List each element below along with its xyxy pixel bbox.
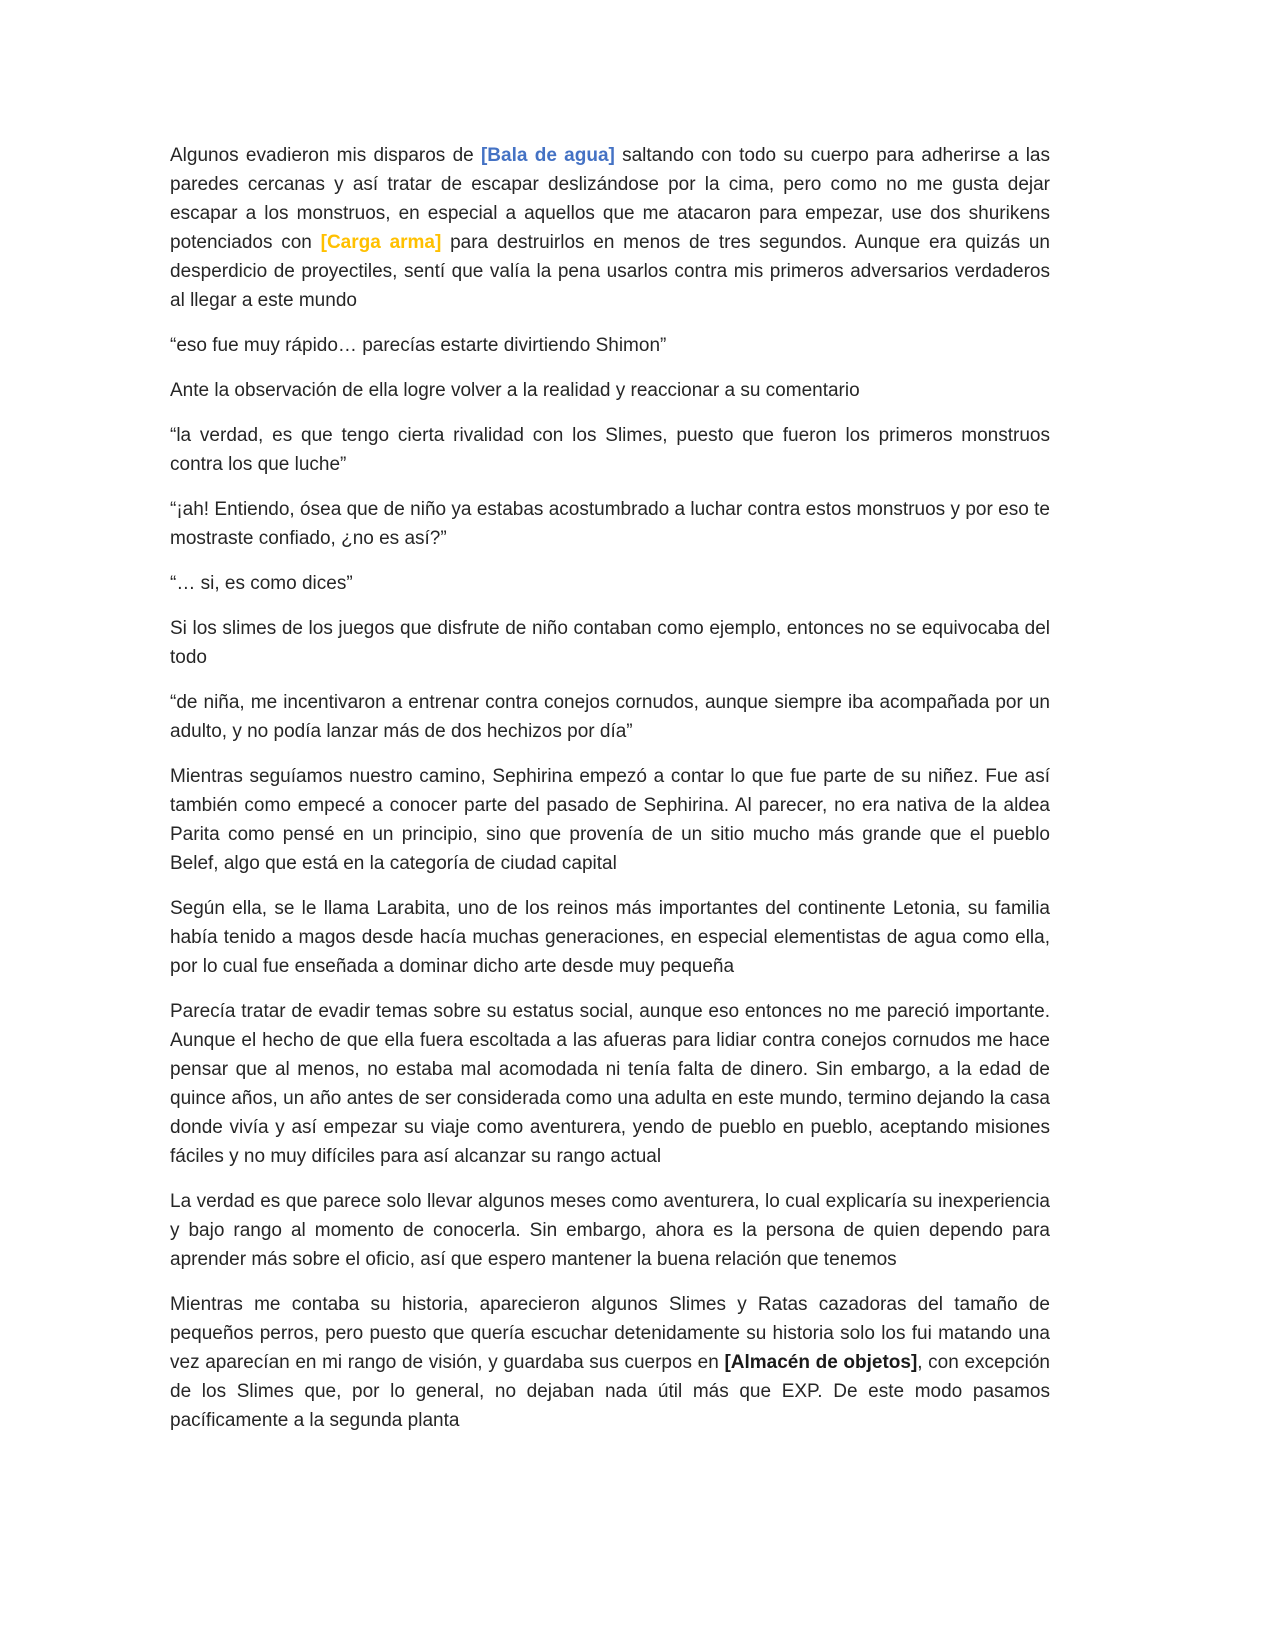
text-run: “eso fue muy rápido… parecías estarte divirtiendo Shimon” bbox=[170, 335, 667, 356]
paragraph-narration-social-status bbox=[170, 997, 1056, 1171]
text-run: Ante la observación de ella logre volver a la realidad y reaccionar a su comentario bbox=[170, 380, 860, 401]
paragraph-narration-adventurer-months bbox=[170, 1187, 1056, 1274]
text-run: Parecía tratar de evadir temas sobre su estatus social, aunque eso entonces no me pareció importante. Aunque el hecho de que ella fuera escoltada a las afueras para lidiar contra conejos cornudos me hace pensar que al menos, no estaba mal acomodada ni tenía falta de dinero. Sin embargo, a la edad de quince años, un año antes de ser considerada como una adulta en este mundo, termino dejando la casa donde vivía y así empezar su viaje como aventurera, yendo de pueblo en pueblo, aceptando misiones fáciles y no muy difíciles para así alcanzar su rango actual bbox=[170, 1001, 1056, 1167]
skill-tag-almacen-de-objetos: [Almacén de objetos] bbox=[724, 1352, 918, 1373]
text-run: “de niña, me incentivaron a entrenar contra conejos cornudos, aunque siempre iba acompañada por un adulto, y no podía lanzar más de dos hechizos por día” bbox=[170, 692, 1056, 742]
paragraph-dialogue-sephirina-3 bbox=[170, 688, 1056, 746]
text-run: para destruirlos en menos de tres segundos. Aunque era quizás un desperdicio de proyectiles, sentí que valía la pena usarlos contra mis primeros adversarios verdaderos al llegar a este mundo bbox=[170, 232, 1056, 311]
text-run: , con excepción de los Slimes que, por lo general, no dejaban nada útil más que EXP. De este modo pasamos pacíficamente a la segunda planta bbox=[170, 1352, 1056, 1431]
text-run: Algunos evadieron mis disparos de bbox=[170, 145, 481, 166]
paragraph-narration-slimes-games bbox=[170, 614, 1056, 672]
text-run: La verdad es que parece solo llevar algunos meses como aventurera, lo cual explicaría su inexperiencia y bajo rango al momento de conocerla. Sin embargo, ahora es la persona de quien dependo para aprender más sobre el oficio, así que espero mantener la buena relación que tenemos bbox=[170, 1191, 1056, 1270]
paragraph-narration-sephirina-past bbox=[170, 762, 1056, 878]
paragraph-combat-narration bbox=[170, 141, 1056, 315]
text-run: “la verdad, es que tengo cierta rivalidad con los Slimes, puesto que fueron los primeros monstruos contra los que luche” bbox=[170, 425, 1056, 475]
skill-tag-carga-arma: [Carga arma] bbox=[320, 232, 442, 253]
paragraph-dialogue-shimon-1 bbox=[170, 421, 1056, 479]
paragraph-narration-reaction bbox=[170, 376, 1050, 405]
text-run: Mientras seguíamos nuestro camino, Sephirina empezó a contar lo que fue parte de su niñez. Fue así también como empecé a conocer parte del pasado de Sephirina. Al parecer, no era nativa de la aldea Parita como pensé en un principio, sino que provenía de un sitio mucho más grande que el pueblo Belef, algo que está en la categoría de ciudad capital bbox=[170, 766, 1056, 874]
text-run: saltando con todo su cuerpo para adherirse a las paredes cercanas y así tratar de escapar deslizándose por la cima, pero como no me gusta dejar escapar a los monstruos, en especial a aquellos que me atacaron para empezar, use dos shurikens potenciados con bbox=[170, 145, 1056, 253]
text-run: Según ella, se le llama Larabita, uno de los reinos más importantes del continente Letonia, su familia había tenido a magos desde hacía muchas generaciones, en especial elementistas de agua como ella, por lo cual fue enseñada a dominar dicho arte desde muy pequeña bbox=[170, 898, 1056, 977]
paragraph-dialogue-shimon-2 bbox=[170, 569, 1050, 598]
paragraph-dialogue-sephirina-1 bbox=[170, 331, 1050, 360]
skill-tag-bala-de-agua: [Bala de agua] bbox=[480, 145, 615, 166]
text-run: “¡ah! Entiendo, ósea que de niño ya estabas acostumbrado a luchar contra estos monstruos y por eso te mostraste confiado, ¿no es así?” bbox=[170, 499, 1056, 549]
paragraph-narration-second-floor bbox=[170, 1290, 1056, 1435]
paragraph-dialogue-sephirina-2 bbox=[170, 495, 1056, 553]
text-run: Si los slimes de los juegos que disfrute de niño contaban como ejemplo, entonces no se equivocaba del todo bbox=[170, 618, 1056, 668]
paragraph-narration-larabita bbox=[170, 894, 1056, 981]
text-run: “… si, es como dices” bbox=[170, 573, 353, 594]
text-run: Mientras me contaba su historia, aparecieron algunos Slimes y Ratas cazadoras del tamaño de pequeños perros, pero puesto que quería escuchar detenidamente su historia solo los fui matando una vez aparecían en mi rango de visión, y guardaba sus cuerpos en bbox=[170, 1294, 1056, 1373]
